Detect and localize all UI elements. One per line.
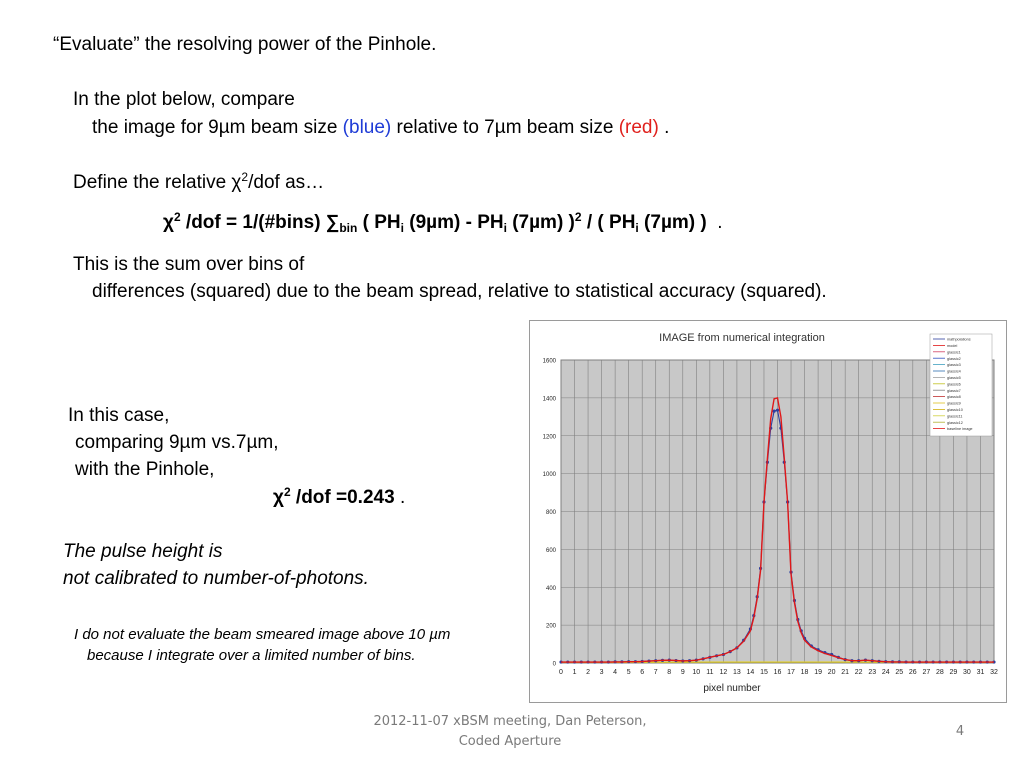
x-tick-label: 26 (908, 669, 917, 676)
chart-legend (930, 334, 992, 436)
define-post: /dof as… (248, 172, 325, 193)
chart-svg (530, 321, 1008, 704)
legend-label: glassic9 (947, 401, 961, 406)
slide-title: “Evaluate” the resolving power of the Pinhole. (53, 34, 437, 55)
case-dot: . (399, 487, 406, 508)
y-tick-label: 1200 (542, 434, 556, 441)
formula-sup: 2 (173, 210, 181, 224)
legend-label: glassic3 (947, 363, 961, 368)
x-tick-label: 20 (827, 669, 836, 676)
x-tick-label: 13 (733, 669, 741, 676)
x-tick-label: 31 (976, 669, 985, 676)
data-point (773, 410, 776, 413)
chart-title: IMAGE from numerical integration (659, 332, 825, 344)
sum-line2: differences (squared) due to the beam spread, relative to statistical accuracy (squared). (92, 281, 827, 302)
legend-label: glassic10 (947, 408, 963, 412)
formula-i1: i (400, 221, 404, 235)
compare-pre: the image for 9µm beam size (92, 117, 338, 138)
legend-label: glassic2 (947, 356, 961, 361)
define-line (73, 172, 324, 194)
case-line1: In this case, (68, 405, 170, 426)
x-tick-label: 11 (706, 669, 714, 676)
x-tick-label: 32 (990, 669, 998, 676)
footer-line2: Coded Aperture (458, 734, 562, 749)
x-tick-label: 6 (640, 669, 645, 676)
pinhole-image-chart (529, 320, 1007, 703)
compare-mid: relative to 7µm beam size (396, 117, 614, 138)
formula-i3: i (635, 221, 639, 235)
legend-label: glassic7 (947, 388, 961, 393)
data-point (776, 409, 779, 412)
x-tick-label: 19 (814, 669, 822, 676)
x-tick-label: 15 (760, 669, 768, 676)
x-tick-label: 5 (626, 669, 631, 676)
legend-label: glassic6 (947, 382, 961, 387)
formula-part7: (7µm) ) (512, 212, 575, 233)
y-tick-label: 1400 (542, 396, 556, 403)
formula-open: ( PH (362, 212, 401, 233)
note-line2: because I integrate over a limited number of bins. (87, 647, 416, 664)
formula-dot: . (717, 212, 723, 233)
x-tick-label: 4 (613, 669, 618, 676)
y-tick-label: 0 (552, 661, 556, 668)
red-label: (red) (618, 117, 659, 138)
x-tick-label: 1 (572, 669, 577, 676)
formula-chi: χ (163, 212, 174, 233)
compare-line (92, 117, 669, 139)
x-tick-label: 25 (895, 669, 904, 676)
x-tick-label: 21 (841, 669, 850, 676)
y-tick-label: 1000 (542, 472, 556, 479)
x-tick-label: 9 (680, 669, 685, 676)
x-tick-label: 16 (773, 669, 782, 676)
case-line3: with the Pinhole, (75, 459, 215, 480)
legend-label: glassic1 (947, 350, 961, 355)
formula-part9: (9µm) - PH (409, 212, 504, 233)
x-tick-label: 3 (599, 669, 604, 676)
formula-sup2b: 2 (574, 210, 582, 224)
x-tick-label: 30 (963, 669, 971, 676)
case-chi2-value (273, 487, 405, 509)
x-tick-label: 8 (667, 669, 672, 676)
x-tick-label: 23 (868, 669, 877, 676)
x-tick-label: 22 (854, 669, 863, 676)
formula-part7b: (7µm) ) (644, 212, 707, 233)
x-tick-label: 14 (746, 669, 755, 676)
x-tick-label: 0 (559, 669, 563, 676)
pulse-line1: The pulse height is (63, 541, 223, 562)
legend-label: glassic12 (947, 420, 963, 425)
formula-dof: /dof = 1/(#bins) ∑ (185, 212, 340, 233)
x-axis-label: pixel number (703, 683, 761, 694)
legend-label: glassic4 (947, 369, 961, 374)
y-tick-label: 1600 (542, 358, 556, 365)
x-tick-label: 12 (719, 669, 728, 676)
case-value: /dof =0.243 (295, 487, 395, 508)
compare-intro: In the plot below, compare (73, 89, 295, 110)
x-tick-label: 24 (881, 669, 890, 676)
case-sup: 2 (283, 485, 291, 499)
legend-label: model (947, 344, 958, 348)
x-tick-label: 27 (922, 669, 931, 676)
y-tick-label: 600 (545, 547, 556, 554)
x-tick-label: 29 (949, 669, 958, 676)
compare-post: . (664, 117, 670, 138)
page-number: 4 (955, 724, 965, 739)
define-pre: Define the relative χ (73, 172, 242, 193)
sum-line1: This is the sum over bins of (73, 254, 305, 275)
y-tick-label: 200 (545, 623, 556, 630)
y-tick-label: 400 (545, 585, 556, 592)
y-tick-label: 800 (545, 510, 556, 516)
formula-i2: i (503, 221, 507, 235)
x-tick-label: 10 (692, 669, 701, 676)
x-tick-label: 7 (653, 669, 658, 676)
blue-label: (blue) (342, 117, 392, 138)
case-chi: χ (273, 487, 284, 508)
legend-label: glassic11 (947, 414, 963, 419)
x-tick-label: 17 (787, 669, 795, 676)
legend-label: baseline image (947, 427, 973, 432)
footer-meeting (340, 712, 680, 752)
formula-bin: bin (339, 221, 358, 235)
footer-line1: 2012-11-07 xBSM meeting, Dan Peterson, (373, 714, 647, 729)
chi2-formula (163, 212, 723, 234)
pulse-line2: not calibrated to number-of-photons. (63, 568, 369, 589)
x-tick-label: 28 (935, 669, 944, 676)
x-tick-label: 18 (800, 669, 809, 676)
case-line2: comparing 9µm vs.7µm, (75, 432, 279, 453)
legend-label: glassic5 (947, 376, 961, 380)
formula-div: / ( PH (586, 212, 636, 233)
legend-label: glassic8 (947, 395, 961, 400)
define-sup: 2 (241, 170, 249, 184)
legend-label: mathpolations (947, 337, 971, 342)
note-line1: I do not evaluate the beam smeared image above 10 µm (74, 626, 451, 643)
x-tick-label: 2 (586, 669, 591, 676)
